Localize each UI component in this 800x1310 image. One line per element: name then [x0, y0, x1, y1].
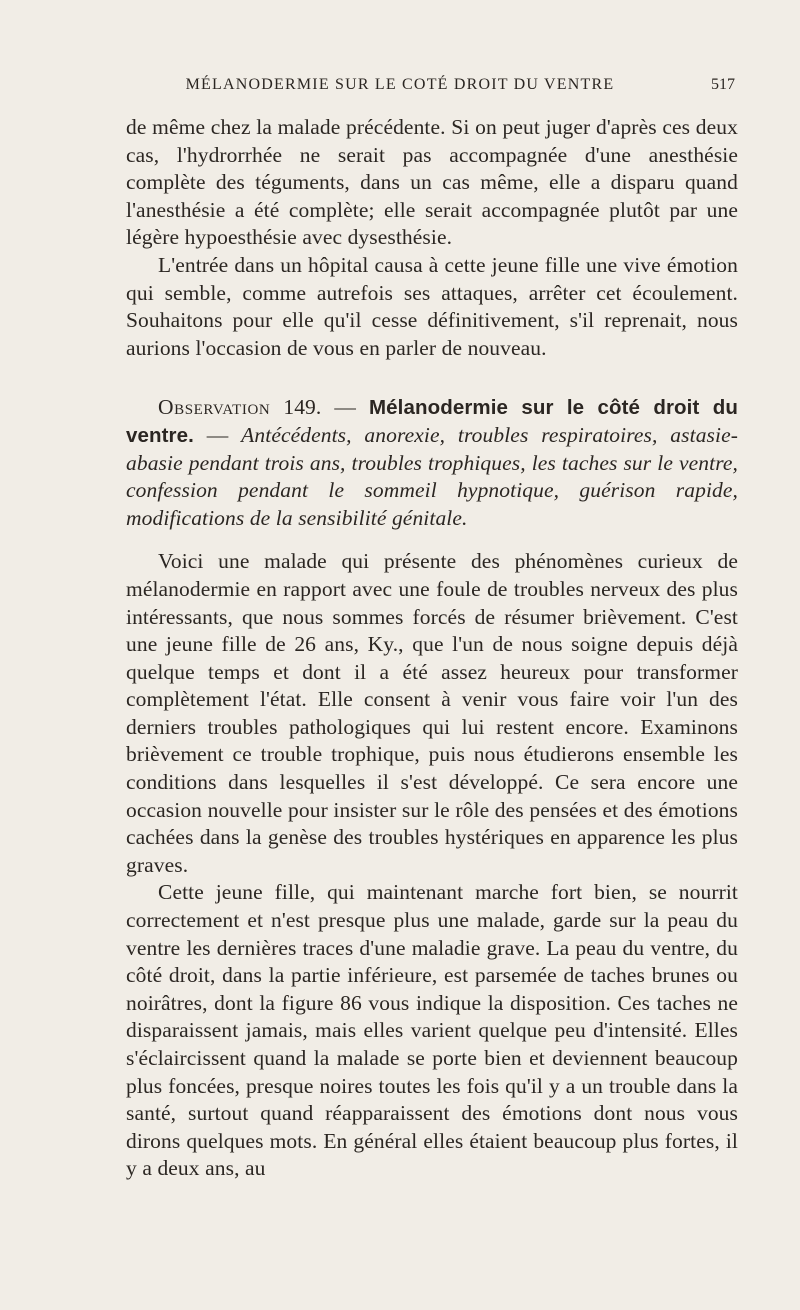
observation-number: 149. — [283, 395, 322, 420]
page-number: 517 — [711, 76, 735, 93]
running-head: MÉLANODERMIE SUR LE COTÉ DROIT DU VENTRE — [185, 76, 615, 93]
observation-label: Observation — [158, 395, 271, 420]
observation-dash: — — [334, 395, 356, 420]
section-spacer-small — [126, 532, 738, 548]
paragraph-hospital-entry: L'entrée dans un hôpital causa à cette jeune fille une vive émotion qui semble, comme autrefois ses attaques, arrêter cet écoulement. Souhaitons pour elle qu'il cesse définitivement, s'il reprenait, nous aurions l'occasion de vous en parler de nouveau. — [126, 252, 738, 360]
page-header — [125, 76, 735, 98]
paragraph-case-introduction: Voici une malade qui présente des phénomènes curieux de mélanodermie en rapport avec une foule de troubles nerveux des plus intéressants, que nous sommes forcés de résumer brièvement. C'est une jeune fille de 26 ans, Ky., que l'un de nous soigne depuis déjà quelque temps et dont il a été assez heureux pour transformer complètement l'état. Elle consent à venir vous faire voir l'un des derniers troubles pathologiques qui lui restent encore. Examinons brièvement ce trouble trophique, puis nous étudierons ensemble les conditions dans lesquelles il s'est développé. Ce sera encore une occasion nouvelle pour insister sur le rôle des pensées et des émotions cachées dans la genèse des troubles hystériques en apparence les plus graves. — [126, 549, 738, 877]
observation-title: Mélanodermie sur le côté droit du ventre. — [126, 396, 738, 447]
observation-heading — [126, 394, 738, 532]
observation-dash-2: — — [206, 422, 229, 447]
paragraph-continuation: de même chez la malade précédente. Si on peut juger d'après ces deux cas, l'hydrorrhée ne serait pas accompagnée d'une anesthésie complète des téguments, dans un cas même, elle a disparu quand l'anesthésie a été complète; elle serait accompagnée plutôt par une légère hypoesthésie avec dysesthésie. — [126, 115, 738, 250]
observation-summary: Antécédents, anorexie, troubles respiratoires, astasie-abasie pendant trois ans, troubles trophiques, les taches sur le ventre, confession pendant le sommeil hypnotique, guérison rapide, modifications de la sensibilité génitale. — [126, 422, 738, 530]
section-spacer — [126, 362, 738, 394]
paragraph-skin-description: Cette jeune fille, qui maintenant marche fort bien, se nourrit correctement et n'est presque plus une malade, garde sur la peau du ventre les dernières traces d'une maladie grave. La peau du ventre, du côté droit, dans la partie inférieure, est parsemée de taches brunes ou noirâtres, dont la figure 86 vous indique la disposition. Ces taches ne disparaissent jamais, mais elles varient quelque peu d'intensité. Elles s'éclaircissent quand la malade se porte bien et deviennent beaucoup plus foncées, presque noires toutes les fois qu'il y a un trouble dans la santé, surtout quand réapparaissent des émotions dont nous vous dirons quelques mots. En général elles étaient beaucoup plus fortes, il y a deux ans, au — [126, 880, 738, 1181]
body-text — [126, 114, 738, 1183]
